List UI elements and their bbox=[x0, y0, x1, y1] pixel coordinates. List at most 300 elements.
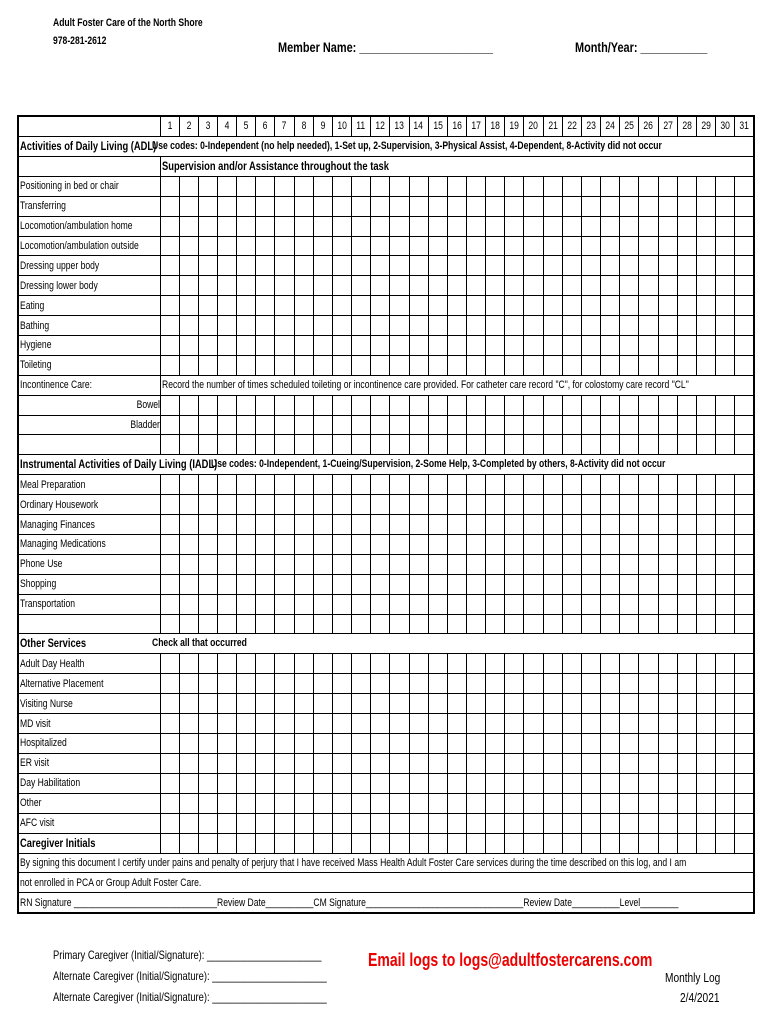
other-item-4-day-cell[interactable] bbox=[256, 734, 275, 754]
other-item-4-day-cell[interactable] bbox=[371, 734, 390, 754]
spacer2-day-cell[interactable] bbox=[658, 614, 677, 634]
iadl-item-6-day-cell[interactable] bbox=[677, 594, 696, 614]
adl-item-7-day-cell[interactable] bbox=[543, 316, 562, 336]
iadl-item-1-day-cell[interactable] bbox=[467, 495, 486, 515]
adl-item-1-day-cell[interactable] bbox=[639, 196, 658, 216]
iadl-item-0-day-cell[interactable] bbox=[409, 475, 428, 495]
adl-item-8-day-cell[interactable] bbox=[160, 336, 179, 356]
adl-item-9-day-cell[interactable] bbox=[543, 355, 562, 375]
other-item-8-day-cell[interactable] bbox=[428, 813, 447, 833]
iadl-item-3-day-cell[interactable] bbox=[160, 535, 179, 555]
other-item-3-day-cell[interactable] bbox=[275, 714, 294, 734]
other-item-6-day-cell[interactable] bbox=[160, 773, 179, 793]
adl-item-9-day-cell[interactable] bbox=[620, 355, 639, 375]
adl-item-0-day-cell[interactable] bbox=[179, 176, 198, 196]
bowel-day-cell[interactable] bbox=[179, 395, 198, 415]
spacer-day-cell[interactable] bbox=[294, 435, 313, 455]
other-item-0-day-cell[interactable] bbox=[524, 654, 543, 674]
adl-item-8-day-cell[interactable] bbox=[275, 336, 294, 356]
bowel-day-cell[interactable] bbox=[735, 395, 754, 415]
other-item-7-day-cell[interactable] bbox=[275, 793, 294, 813]
adl-item-5-day-cell[interactable] bbox=[543, 276, 562, 296]
other-item-7-day-cell[interactable] bbox=[581, 793, 600, 813]
other-item-4-day-cell[interactable] bbox=[505, 734, 524, 754]
adl-item-7-day-cell[interactable] bbox=[428, 316, 447, 336]
iadl-item-3-day-cell[interactable] bbox=[562, 535, 581, 555]
adl-item-6-day-cell[interactable] bbox=[332, 296, 351, 316]
iadl-item-5-day-cell[interactable] bbox=[696, 574, 715, 594]
other-item-7-day-cell[interactable] bbox=[352, 793, 371, 813]
other-item-0-day-cell[interactable] bbox=[447, 654, 466, 674]
adl-item-6-day-cell[interactable] bbox=[696, 296, 715, 316]
iadl-item-6-day-cell[interactable] bbox=[716, 594, 735, 614]
iadl-item-1-day-cell[interactable] bbox=[352, 495, 371, 515]
adl-item-9-day-cell[interactable] bbox=[160, 355, 179, 375]
adl-item-9-day-cell[interactable] bbox=[352, 355, 371, 375]
adl-item-5-day-cell[interactable] bbox=[486, 276, 505, 296]
other-item-5-day-cell[interactable] bbox=[217, 753, 236, 773]
adl-item-4-day-cell[interactable] bbox=[198, 256, 217, 276]
other-item-0-day-cell[interactable] bbox=[620, 654, 639, 674]
other-item-3-day-cell[interactable] bbox=[198, 714, 217, 734]
iadl-item-6-day-cell[interactable] bbox=[562, 594, 581, 614]
other-item-3-day-cell[interactable] bbox=[581, 714, 600, 734]
bowel-day-cell[interactable] bbox=[486, 395, 505, 415]
adl-item-0-day-cell[interactable] bbox=[524, 176, 543, 196]
adl-item-2-day-cell[interactable] bbox=[735, 216, 754, 236]
other-item-4-day-cell[interactable] bbox=[428, 734, 447, 754]
adl-item-2-day-cell[interactable] bbox=[505, 216, 524, 236]
adl-item-9-day-cell[interactable] bbox=[658, 355, 677, 375]
adl-item-2-day-cell[interactable] bbox=[543, 216, 562, 236]
adl-item-9-day-cell[interactable] bbox=[409, 355, 428, 375]
other-item-4-day-cell[interactable] bbox=[332, 734, 351, 754]
adl-item-3-day-cell[interactable] bbox=[486, 236, 505, 256]
other-item-8-day-cell[interactable] bbox=[658, 813, 677, 833]
iadl-item-3-day-cell[interactable] bbox=[658, 535, 677, 555]
adl-item-6-day-cell[interactable] bbox=[543, 296, 562, 316]
adl-item-7-day-cell[interactable] bbox=[486, 316, 505, 336]
adl-item-5-day-cell[interactable] bbox=[409, 276, 428, 296]
adl-item-2-day-cell[interactable] bbox=[275, 216, 294, 236]
adl-item-5-day-cell[interactable] bbox=[658, 276, 677, 296]
adl-item-1-day-cell[interactable] bbox=[505, 196, 524, 216]
iadl-item-3-day-cell[interactable] bbox=[352, 535, 371, 555]
iadl-item-1-day-cell[interactable] bbox=[294, 495, 313, 515]
adl-item-0-day-cell[interactable] bbox=[409, 176, 428, 196]
adl-item-9-day-cell[interactable] bbox=[217, 355, 236, 375]
other-item-1-day-cell[interactable] bbox=[620, 674, 639, 694]
spacer2-day-cell[interactable] bbox=[696, 614, 715, 634]
adl-item-1-day-cell[interactable] bbox=[524, 196, 543, 216]
caregiver-initials-day-cell[interactable] bbox=[409, 833, 428, 853]
adl-item-3-day-cell[interactable] bbox=[639, 236, 658, 256]
other-item-0-day-cell[interactable] bbox=[371, 654, 390, 674]
iadl-item-0-day-cell[interactable] bbox=[639, 475, 658, 495]
other-item-6-day-cell[interactable] bbox=[294, 773, 313, 793]
bowel-day-cell[interactable] bbox=[447, 395, 466, 415]
iadl-item-6-day-cell[interactable] bbox=[179, 594, 198, 614]
other-item-1-day-cell[interactable] bbox=[294, 674, 313, 694]
adl-item-1-day-cell[interactable] bbox=[696, 196, 715, 216]
other-item-4-day-cell[interactable] bbox=[160, 734, 179, 754]
adl-item-7-day-cell[interactable] bbox=[332, 316, 351, 336]
other-item-0-day-cell[interactable] bbox=[486, 654, 505, 674]
other-item-0-day-cell[interactable] bbox=[428, 654, 447, 674]
iadl-item-0-day-cell[interactable] bbox=[620, 475, 639, 495]
adl-item-7-day-cell[interactable] bbox=[658, 316, 677, 336]
adl-item-8-day-cell[interactable] bbox=[428, 336, 447, 356]
iadl-item-0-day-cell[interactable] bbox=[390, 475, 409, 495]
bladder-day-cell[interactable] bbox=[256, 415, 275, 435]
iadl-item-3-day-cell[interactable] bbox=[217, 535, 236, 555]
other-item-8-day-cell[interactable] bbox=[352, 813, 371, 833]
adl-item-9-day-cell[interactable] bbox=[275, 355, 294, 375]
other-item-6-day-cell[interactable] bbox=[601, 773, 620, 793]
iadl-item-4-day-cell[interactable] bbox=[294, 554, 313, 574]
other-item-0-day-cell[interactable] bbox=[581, 654, 600, 674]
iadl-item-0-day-cell[interactable] bbox=[562, 475, 581, 495]
iadl-item-6-day-cell[interactable] bbox=[313, 594, 332, 614]
adl-item-6-day-cell[interactable] bbox=[447, 296, 466, 316]
spacer-day-cell[interactable] bbox=[735, 435, 754, 455]
adl-item-5-day-cell[interactable] bbox=[735, 276, 754, 296]
spacer2-day-cell[interactable] bbox=[716, 614, 735, 634]
adl-item-7-day-cell[interactable] bbox=[581, 316, 600, 336]
iadl-item-3-day-cell[interactable] bbox=[237, 535, 256, 555]
adl-item-0-day-cell[interactable] bbox=[294, 176, 313, 196]
adl-item-2-day-cell[interactable] bbox=[658, 216, 677, 236]
iadl-item-0-day-cell[interactable] bbox=[217, 475, 236, 495]
adl-item-1-day-cell[interactable] bbox=[735, 196, 754, 216]
iadl-item-4-day-cell[interactable] bbox=[581, 554, 600, 574]
other-item-4-day-cell[interactable] bbox=[581, 734, 600, 754]
other-item-2-day-cell[interactable] bbox=[332, 694, 351, 714]
iadl-item-6-day-cell[interactable] bbox=[409, 594, 428, 614]
iadl-item-4-day-cell[interactable] bbox=[467, 554, 486, 574]
iadl-item-5-day-cell[interactable] bbox=[601, 574, 620, 594]
other-item-6-day-cell[interactable] bbox=[543, 773, 562, 793]
iadl-item-1-day-cell[interactable] bbox=[524, 495, 543, 515]
bladder-day-cell[interactable] bbox=[198, 415, 217, 435]
other-item-2-day-cell[interactable] bbox=[294, 694, 313, 714]
adl-item-6-day-cell[interactable] bbox=[581, 296, 600, 316]
adl-item-1-day-cell[interactable] bbox=[620, 196, 639, 216]
adl-item-1-day-cell[interactable] bbox=[409, 196, 428, 216]
adl-item-6-day-cell[interactable] bbox=[294, 296, 313, 316]
other-item-0-day-cell[interactable] bbox=[505, 654, 524, 674]
adl-item-4-day-cell[interactable] bbox=[428, 256, 447, 276]
other-item-3-day-cell[interactable] bbox=[562, 714, 581, 734]
bladder-day-cell[interactable] bbox=[658, 415, 677, 435]
iadl-item-0-day-cell[interactable] bbox=[505, 475, 524, 495]
other-item-1-day-cell[interactable] bbox=[313, 674, 332, 694]
other-item-2-day-cell[interactable] bbox=[467, 694, 486, 714]
iadl-item-2-day-cell[interactable] bbox=[696, 515, 715, 535]
adl-item-7-day-cell[interactable] bbox=[371, 316, 390, 336]
adl-item-7-day-cell[interactable] bbox=[524, 316, 543, 336]
other-item-3-day-cell[interactable] bbox=[486, 714, 505, 734]
adl-item-4-day-cell[interactable] bbox=[332, 256, 351, 276]
other-item-4-day-cell[interactable] bbox=[639, 734, 658, 754]
adl-item-8-day-cell[interactable] bbox=[447, 336, 466, 356]
bowel-day-cell[interactable] bbox=[696, 395, 715, 415]
adl-item-7-day-cell[interactable] bbox=[294, 316, 313, 336]
other-item-5-day-cell[interactable] bbox=[524, 753, 543, 773]
adl-item-7-day-cell[interactable] bbox=[275, 316, 294, 336]
iadl-item-4-day-cell[interactable] bbox=[639, 554, 658, 574]
caregiver-initials-day-cell[interactable] bbox=[562, 833, 581, 853]
iadl-item-2-day-cell[interactable] bbox=[620, 515, 639, 535]
iadl-item-5-day-cell[interactable] bbox=[447, 574, 466, 594]
adl-item-2-day-cell[interactable] bbox=[294, 216, 313, 236]
other-item-4-day-cell[interactable] bbox=[658, 734, 677, 754]
other-item-8-day-cell[interactable] bbox=[467, 813, 486, 833]
other-item-4-day-cell[interactable] bbox=[294, 734, 313, 754]
adl-item-1-day-cell[interactable] bbox=[217, 196, 236, 216]
other-item-3-day-cell[interactable] bbox=[294, 714, 313, 734]
adl-item-2-day-cell[interactable] bbox=[467, 216, 486, 236]
other-item-7-day-cell[interactable] bbox=[505, 793, 524, 813]
spacer2-day-cell[interactable] bbox=[447, 614, 466, 634]
other-item-5-day-cell[interactable] bbox=[428, 753, 447, 773]
bowel-day-cell[interactable] bbox=[352, 395, 371, 415]
iadl-item-0-day-cell[interactable] bbox=[677, 475, 696, 495]
iadl-item-0-day-cell[interactable] bbox=[543, 475, 562, 495]
adl-item-6-day-cell[interactable] bbox=[486, 296, 505, 316]
adl-item-7-day-cell[interactable] bbox=[179, 316, 198, 336]
adl-item-3-day-cell[interactable] bbox=[237, 236, 256, 256]
iadl-item-0-day-cell[interactable] bbox=[294, 475, 313, 495]
adl-item-4-day-cell[interactable] bbox=[543, 256, 562, 276]
adl-item-3-day-cell[interactable] bbox=[658, 236, 677, 256]
caregiver-initials-day-cell[interactable] bbox=[198, 833, 217, 853]
other-item-7-day-cell[interactable] bbox=[524, 793, 543, 813]
other-item-5-day-cell[interactable] bbox=[620, 753, 639, 773]
adl-item-5-day-cell[interactable] bbox=[601, 276, 620, 296]
adl-item-6-day-cell[interactable] bbox=[390, 296, 409, 316]
iadl-item-5-day-cell[interactable] bbox=[160, 574, 179, 594]
other-item-6-day-cell[interactable] bbox=[639, 773, 658, 793]
iadl-item-5-day-cell[interactable] bbox=[352, 574, 371, 594]
other-item-1-day-cell[interactable] bbox=[524, 674, 543, 694]
iadl-item-0-day-cell[interactable] bbox=[486, 475, 505, 495]
iadl-item-3-day-cell[interactable] bbox=[428, 535, 447, 555]
other-item-3-day-cell[interactable] bbox=[447, 714, 466, 734]
iadl-item-2-day-cell[interactable] bbox=[352, 515, 371, 535]
other-item-2-day-cell[interactable] bbox=[409, 694, 428, 714]
spacer-day-cell[interactable] bbox=[486, 435, 505, 455]
month-year-field[interactable]: Month/Year: ___________ bbox=[575, 39, 708, 55]
adl-item-7-day-cell[interactable] bbox=[237, 316, 256, 336]
adl-item-4-day-cell[interactable] bbox=[447, 256, 466, 276]
adl-item-9-day-cell[interactable] bbox=[371, 355, 390, 375]
other-item-5-day-cell[interactable] bbox=[275, 753, 294, 773]
adl-item-0-day-cell[interactable] bbox=[562, 176, 581, 196]
adl-item-8-day-cell[interactable] bbox=[639, 336, 658, 356]
spacer2-day-cell[interactable] bbox=[505, 614, 524, 634]
iadl-item-2-day-cell[interactable] bbox=[256, 515, 275, 535]
iadl-item-6-day-cell[interactable] bbox=[543, 594, 562, 614]
other-item-4-day-cell[interactable] bbox=[390, 734, 409, 754]
adl-item-7-day-cell[interactable] bbox=[735, 316, 754, 336]
bowel-day-cell[interactable] bbox=[294, 395, 313, 415]
iadl-item-1-day-cell[interactable] bbox=[217, 495, 236, 515]
adl-item-7-day-cell[interactable] bbox=[256, 316, 275, 336]
iadl-item-3-day-cell[interactable] bbox=[313, 535, 332, 555]
adl-item-2-day-cell[interactable] bbox=[524, 216, 543, 236]
iadl-item-5-day-cell[interactable] bbox=[735, 574, 754, 594]
adl-item-5-day-cell[interactable] bbox=[562, 276, 581, 296]
bladder-day-cell[interactable] bbox=[160, 415, 179, 435]
iadl-item-4-day-cell[interactable] bbox=[658, 554, 677, 574]
adl-item-3-day-cell[interactable] bbox=[179, 236, 198, 256]
adl-item-6-day-cell[interactable] bbox=[179, 296, 198, 316]
other-item-5-day-cell[interactable] bbox=[256, 753, 275, 773]
iadl-item-0-day-cell[interactable] bbox=[467, 475, 486, 495]
bowel-day-cell[interactable] bbox=[581, 395, 600, 415]
iadl-item-6-day-cell[interactable] bbox=[371, 594, 390, 614]
other-item-5-day-cell[interactable] bbox=[371, 753, 390, 773]
other-item-7-day-cell[interactable] bbox=[390, 793, 409, 813]
adl-item-6-day-cell[interactable] bbox=[716, 296, 735, 316]
other-item-4-day-cell[interactable] bbox=[275, 734, 294, 754]
adl-item-5-day-cell[interactable] bbox=[390, 276, 409, 296]
other-item-2-day-cell[interactable] bbox=[217, 694, 236, 714]
iadl-item-2-day-cell[interactable] bbox=[294, 515, 313, 535]
adl-item-1-day-cell[interactable] bbox=[160, 196, 179, 216]
adl-item-2-day-cell[interactable] bbox=[256, 216, 275, 236]
iadl-item-5-day-cell[interactable] bbox=[467, 574, 486, 594]
iadl-item-1-day-cell[interactable] bbox=[332, 495, 351, 515]
bowel-day-cell[interactable] bbox=[198, 395, 217, 415]
other-item-8-day-cell[interactable] bbox=[332, 813, 351, 833]
adl-item-5-day-cell[interactable] bbox=[581, 276, 600, 296]
adl-item-0-day-cell[interactable] bbox=[447, 176, 466, 196]
bladder-day-cell[interactable] bbox=[716, 415, 735, 435]
other-item-8-day-cell[interactable] bbox=[294, 813, 313, 833]
iadl-item-6-day-cell[interactable] bbox=[658, 594, 677, 614]
adl-item-6-day-cell[interactable] bbox=[256, 296, 275, 316]
iadl-item-1-day-cell[interactable] bbox=[409, 495, 428, 515]
iadl-item-2-day-cell[interactable] bbox=[467, 515, 486, 535]
adl-item-7-day-cell[interactable] bbox=[409, 316, 428, 336]
other-item-5-day-cell[interactable] bbox=[543, 753, 562, 773]
adl-item-3-day-cell[interactable] bbox=[620, 236, 639, 256]
adl-item-6-day-cell[interactable] bbox=[160, 296, 179, 316]
iadl-item-6-day-cell[interactable] bbox=[581, 594, 600, 614]
iadl-item-6-day-cell[interactable] bbox=[217, 594, 236, 614]
iadl-item-4-day-cell[interactable] bbox=[332, 554, 351, 574]
alternate-caregiver-signature-2[interactable]: Alternate Caregiver (Initial/Signature): ______________________ bbox=[53, 990, 327, 1004]
iadl-item-1-day-cell[interactable] bbox=[160, 495, 179, 515]
other-item-6-day-cell[interactable] bbox=[179, 773, 198, 793]
other-item-7-day-cell[interactable] bbox=[639, 793, 658, 813]
adl-item-7-day-cell[interactable] bbox=[390, 316, 409, 336]
adl-item-8-day-cell[interactable] bbox=[562, 336, 581, 356]
other-item-1-day-cell[interactable] bbox=[428, 674, 447, 694]
iadl-item-4-day-cell[interactable] bbox=[562, 554, 581, 574]
adl-item-1-day-cell[interactable] bbox=[179, 196, 198, 216]
iadl-item-1-day-cell[interactable] bbox=[543, 495, 562, 515]
caregiver-initials-day-cell[interactable] bbox=[735, 833, 754, 853]
iadl-item-5-day-cell[interactable] bbox=[658, 574, 677, 594]
other-item-7-day-cell[interactable] bbox=[371, 793, 390, 813]
bladder-day-cell[interactable] bbox=[543, 415, 562, 435]
iadl-item-6-day-cell[interactable] bbox=[352, 594, 371, 614]
bladder-day-cell[interactable] bbox=[275, 415, 294, 435]
other-item-5-day-cell[interactable] bbox=[313, 753, 332, 773]
adl-item-1-day-cell[interactable] bbox=[352, 196, 371, 216]
other-item-2-day-cell[interactable] bbox=[581, 694, 600, 714]
adl-item-1-day-cell[interactable] bbox=[716, 196, 735, 216]
adl-item-9-day-cell[interactable] bbox=[313, 355, 332, 375]
other-item-4-day-cell[interactable] bbox=[677, 734, 696, 754]
other-item-7-day-cell[interactable] bbox=[256, 793, 275, 813]
iadl-item-4-day-cell[interactable] bbox=[696, 554, 715, 574]
iadl-item-3-day-cell[interactable] bbox=[620, 535, 639, 555]
adl-item-1-day-cell[interactable] bbox=[486, 196, 505, 216]
iadl-item-4-day-cell[interactable] bbox=[601, 554, 620, 574]
adl-item-5-day-cell[interactable] bbox=[275, 276, 294, 296]
bladder-day-cell[interactable] bbox=[352, 415, 371, 435]
iadl-item-1-day-cell[interactable] bbox=[581, 495, 600, 515]
bladder-day-cell[interactable] bbox=[677, 415, 696, 435]
iadl-item-5-day-cell[interactable] bbox=[428, 574, 447, 594]
bowel-day-cell[interactable] bbox=[620, 395, 639, 415]
other-item-1-day-cell[interactable] bbox=[160, 674, 179, 694]
other-item-7-day-cell[interactable] bbox=[562, 793, 581, 813]
caregiver-initials-day-cell[interactable] bbox=[371, 833, 390, 853]
adl-item-3-day-cell[interactable] bbox=[371, 236, 390, 256]
adl-item-6-day-cell[interactable] bbox=[237, 296, 256, 316]
other-item-7-day-cell[interactable] bbox=[409, 793, 428, 813]
other-item-8-day-cell[interactable] bbox=[486, 813, 505, 833]
spacer-day-cell[interactable] bbox=[447, 435, 466, 455]
other-item-4-day-cell[interactable] bbox=[486, 734, 505, 754]
iadl-item-1-day-cell[interactable] bbox=[639, 495, 658, 515]
spacer2-day-cell[interactable] bbox=[428, 614, 447, 634]
other-item-7-day-cell[interactable] bbox=[160, 793, 179, 813]
other-item-6-day-cell[interactable] bbox=[409, 773, 428, 793]
adl-item-4-day-cell[interactable] bbox=[467, 256, 486, 276]
bowel-day-cell[interactable] bbox=[639, 395, 658, 415]
other-item-2-day-cell[interactable] bbox=[620, 694, 639, 714]
iadl-item-2-day-cell[interactable] bbox=[179, 515, 198, 535]
other-item-0-day-cell[interactable] bbox=[179, 654, 198, 674]
other-item-3-day-cell[interactable] bbox=[658, 714, 677, 734]
other-item-6-day-cell[interactable] bbox=[313, 773, 332, 793]
caregiver-initials-day-cell[interactable] bbox=[275, 833, 294, 853]
adl-item-3-day-cell[interactable] bbox=[275, 236, 294, 256]
spacer-day-cell[interactable] bbox=[601, 435, 620, 455]
iadl-item-5-day-cell[interactable] bbox=[390, 574, 409, 594]
iadl-item-5-day-cell[interactable] bbox=[275, 574, 294, 594]
adl-item-9-day-cell[interactable] bbox=[735, 355, 754, 375]
adl-item-8-day-cell[interactable] bbox=[237, 336, 256, 356]
iadl-item-3-day-cell[interactable] bbox=[198, 535, 217, 555]
iadl-item-5-day-cell[interactable] bbox=[237, 574, 256, 594]
bowel-day-cell[interactable] bbox=[428, 395, 447, 415]
iadl-item-2-day-cell[interactable] bbox=[237, 515, 256, 535]
other-item-5-day-cell[interactable] bbox=[716, 753, 735, 773]
adl-item-8-day-cell[interactable] bbox=[352, 336, 371, 356]
adl-item-5-day-cell[interactable] bbox=[696, 276, 715, 296]
adl-item-3-day-cell[interactable] bbox=[505, 236, 524, 256]
iadl-item-3-day-cell[interactable] bbox=[467, 535, 486, 555]
adl-item-2-day-cell[interactable] bbox=[581, 216, 600, 236]
adl-item-0-day-cell[interactable] bbox=[428, 176, 447, 196]
